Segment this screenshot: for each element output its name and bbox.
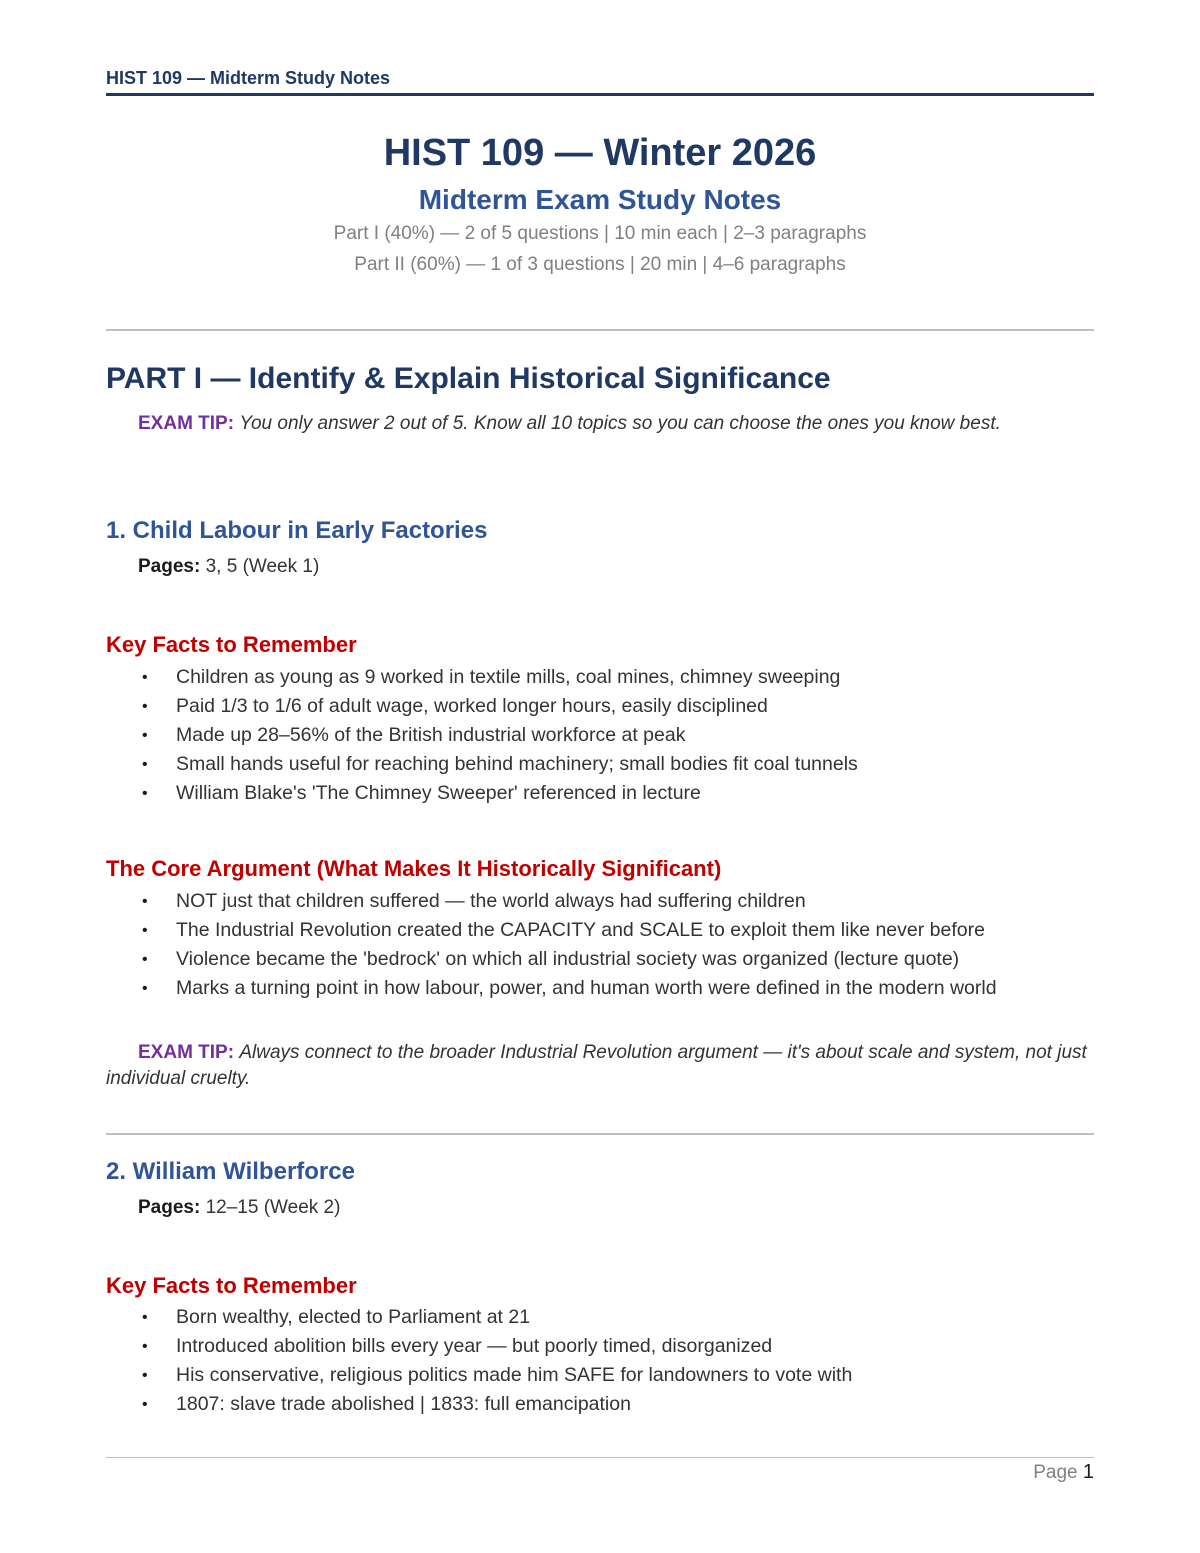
document-title: HIST 109 — Winter 2026	[383, 132, 817, 174]
pages-label: Pages:	[138, 1197, 201, 1218]
section-divider	[106, 1133, 1094, 1135]
bullet-icon: •	[142, 893, 148, 910]
pages-label: Pages:	[138, 556, 201, 577]
section-divider	[106, 329, 1094, 331]
list-item: • Small hands useful for reaching behind machinery; small bodies fit coal tunnels	[106, 750, 1094, 779]
part1-meta: Part I (40%) — 2 of 5 questions | 10 min each | 2–3 paragraphs	[333, 223, 867, 244]
exam-tip-text: You only answer 2 out of 5. Know all 10 topics so you can choose the ones you know best.	[239, 413, 1001, 434]
list-item: • 1807: slave trade abolished | 1833: full emancipation	[106, 1390, 1094, 1419]
bullet-icon: •	[142, 727, 148, 744]
page-label: Page	[1033, 1462, 1078, 1483]
bullet-icon: •	[142, 1338, 148, 1355]
exam-tip-label: EXAM TIP:	[138, 413, 235, 434]
page-number: 1	[1082, 1461, 1094, 1483]
list-item: • Born wealthy, elected to Parliament at 21	[106, 1303, 1094, 1332]
section1-pages	[138, 556, 319, 578]
pages-value: 3, 5 (Week 1)	[205, 556, 320, 577]
list-item: • Marks a turning point in how labour, power, and human worth were defined in the modern world	[106, 974, 1094, 1003]
list-item: • NOT just that children suffered — the world always had suffering children	[106, 887, 1094, 916]
title-block	[106, 130, 1094, 280]
page-footer	[1033, 1461, 1094, 1484]
bullet-icon: •	[142, 922, 148, 939]
exam-tip-text: Always connect to the broader Industrial Revolution argument — it's about scale and system, not just individual cruelty.	[106, 1042, 1087, 1089]
list-item: • Introduced abolition bills every year — but poorly timed, disorganized	[106, 1332, 1094, 1361]
pages-value: 12–15 (Week 2)	[205, 1197, 341, 1218]
bullet-icon: •	[142, 1367, 148, 1384]
section2-facts-heading: Key Facts to Remember	[106, 1273, 357, 1298]
part2-meta: Part II (60%) — 1 of 3 questions | 20 min | 4–6 paragraphs	[354, 254, 846, 275]
document-subtitle: Midterm Exam Study Notes	[418, 184, 782, 215]
list-item: • His conservative, religious politics made him SAFE for landowners to vote with	[106, 1361, 1094, 1390]
section1-argument-list	[106, 887, 1094, 1003]
list-item: • Children as young as 9 worked in textile mills, coal mines, chimney sweeping	[106, 663, 1094, 692]
bullet-icon: •	[142, 1309, 148, 1326]
bullet-icon: •	[142, 698, 148, 715]
section1-argument-heading: The Core Argument (What Makes It Historically Significant)	[106, 856, 722, 881]
list-item: • William Blake's 'The Chimney Sweeper' referenced in lecture	[106, 779, 1094, 808]
list-item: • The Industrial Revolution created the CAPACITY and SCALE to exploit them like never before	[106, 916, 1094, 945]
part1-heading: PART I — Identify & Explain Historical Significance	[106, 362, 831, 395]
section1-exam-tip	[106, 1040, 1094, 1092]
footer-rule	[106, 1457, 1094, 1458]
exam-tip-label: EXAM TIP:	[138, 1042, 235, 1063]
section2-title: 2. William Wilberforce	[106, 1158, 355, 1185]
section2-pages	[138, 1197, 340, 1219]
bullet-icon: •	[142, 951, 148, 968]
part1-exam-tip	[106, 411, 1094, 437]
list-item: • Paid 1/3 to 1/6 of adult wage, worked longer hours, easily disciplined	[106, 692, 1094, 721]
section1-facts-list	[106, 663, 1094, 808]
bullet-icon: •	[142, 785, 148, 802]
section1-title: 1. Child Labour in Early Factories	[106, 517, 488, 544]
list-item: • Violence became the 'bedrock' on which all industrial society was organized (lecture quote)	[106, 945, 1094, 974]
section1-facts-heading: Key Facts to Remember	[106, 632, 357, 657]
bullet-icon: •	[142, 1396, 148, 1413]
running-header: HIST 109 — Midterm Study Notes	[106, 68, 391, 88]
bullet-icon: •	[142, 669, 148, 686]
section2-facts-list	[106, 1303, 1094, 1419]
header-rule	[106, 93, 1094, 96]
bullet-icon: •	[142, 756, 148, 773]
list-item: • Made up 28–56% of the British industrial workforce at peak	[106, 721, 1094, 750]
bullet-icon: •	[142, 980, 148, 997]
